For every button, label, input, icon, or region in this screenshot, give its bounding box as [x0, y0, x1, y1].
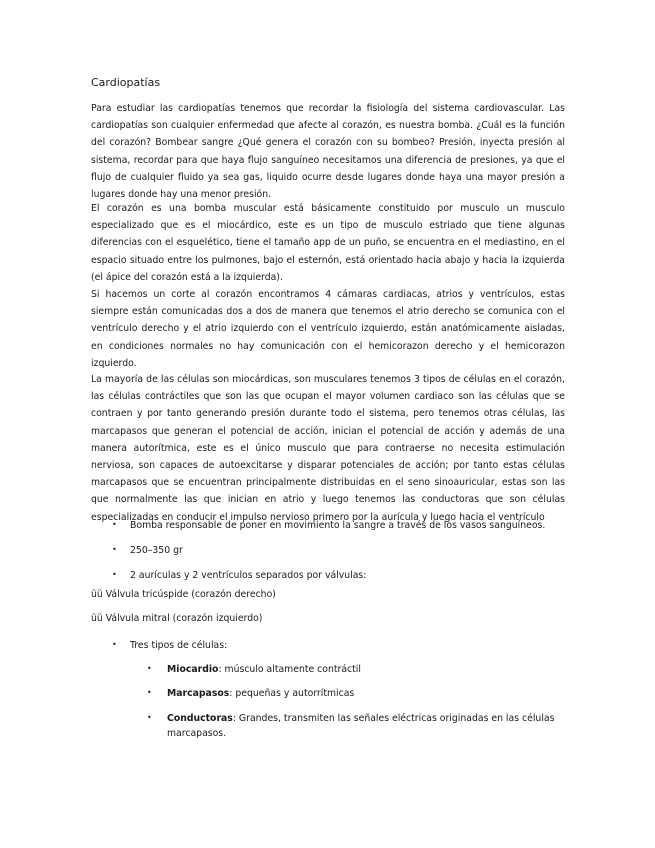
bullet-icon: •: [147, 664, 152, 673]
valve-item-1: üü Válvula tricúspide (corazón derecho): [91, 589, 276, 600]
bullet-icon: •: [112, 545, 117, 554]
bullet-icon: •: [112, 570, 117, 579]
cell-type-desc: : pequeñas y autorrítmicas: [229, 688, 355, 699]
paragraph-2: El corazón es una bomba muscular está básicamente constituido por musculo un musculo especializado que es el miocárdico, este es un tipo de musculo estriado que tiene algunas diferencias con el esquelético, tiene el tamaño app de un puño, se encuentra en el mediastino, en el espacio situado entre los pulmones, bajo el esternón, está orientado hacia abajo y hacia la izquierda (el ápice del corazón está a la izquierda).: [91, 203, 565, 283]
bullet-icon: •: [112, 520, 117, 529]
valve-item-2: üü Válvula mitral (corazón izquierdo): [91, 613, 263, 624]
bullet-icon: •: [147, 713, 152, 722]
cell-type-item: [167, 711, 562, 741]
bullet-icon: •: [147, 688, 152, 697]
document-title: Cardiopatías: [91, 76, 161, 89]
cell-type-term: Marcapasos: [167, 688, 230, 699]
cell-type-term: Conductoras: [167, 713, 233, 724]
bullet-icon: •: [112, 640, 117, 649]
cell-types-heading: Tres tipos de células:: [130, 640, 228, 651]
paragraph-4: La mayoría de las células son miocárdicas, son musculares tenemos 3 tipos de células en el corazón, las células contráctiles que son las que ocupan el mayor volumen cardiaco son las células que se contraen y por tanto generando presión durante todo el sistema, pero tenemos otras células, las marcapasos que generan el potencial de acción, inician el potencial de acción y además de una manera autorítmica, este es el único musculo que para contraerse no necesita estimulación nerviosa, son capaces de autoexcitarse y disparar potenciales de acción; por tanto estas células marcapasos que se encuentran principalmente distribuidas en el seno sinoauricular, estas son las que normalmente las que inician en atrio y luego tenemos las conductoras que son células especializadas en conducir el impulso nervioso primero por la aurícula y luego hacia el ventrículo: [91, 374, 565, 523]
cell-type-desc: : Grandes, transmiten las señales eléctricas originadas en las células marcapasos.: [167, 713, 555, 739]
cell-type-desc: : músculo altamente contráctil: [218, 664, 361, 675]
bullet-item-1: Bomba responsable de poner en movimiento la sangre a través de los vasos sanguíneos.: [130, 520, 546, 531]
paragraph-1: Para estudiar las cardiopatías tenemos que recordar la fisiología del sistema cardiovascular. Las cardiopatías son cualquier enfermedad que afecte al corazón, es nuestra bomba. ¿Cuál es la función del corazón? Bombear sangre ¿Qué genera el corazón con su bombeo? Presión, inyecta presión al sistema, recordar para que haya flujo sanguíneo necesitamos una diferencia de presiones, ya que el flujo de cualquier fluido ya sea gas, liquido ocurre desde lugares donde haya una mayor presión a lugares donde hay una menor presión.: [91, 103, 565, 201]
cell-type-item: [167, 686, 354, 701]
cell-type-term: Miocardio: [167, 664, 219, 675]
bullet-item-3: 2 aurículas y 2 ventrículos separados por válvulas:: [130, 570, 367, 581]
cell-type-item: [167, 662, 361, 677]
bullet-item-2: 250–350 gr: [130, 545, 183, 556]
paragraph-3: Si hacemos un corte al corazón encontramos 4 cámaras cardiacas, atrios y ventrículos, estas siempre están comunicadas dos a dos de manera que tenemos el atrio derecho se comunica con el ventrículo derecho y el atrio izquierdo con el ventrículo izquierdo, están anatómicamente aisladas, en condiciones normales no hay comunicación con el hemicorazon derecho y el hemicorazon izquierdo.: [91, 289, 565, 369]
